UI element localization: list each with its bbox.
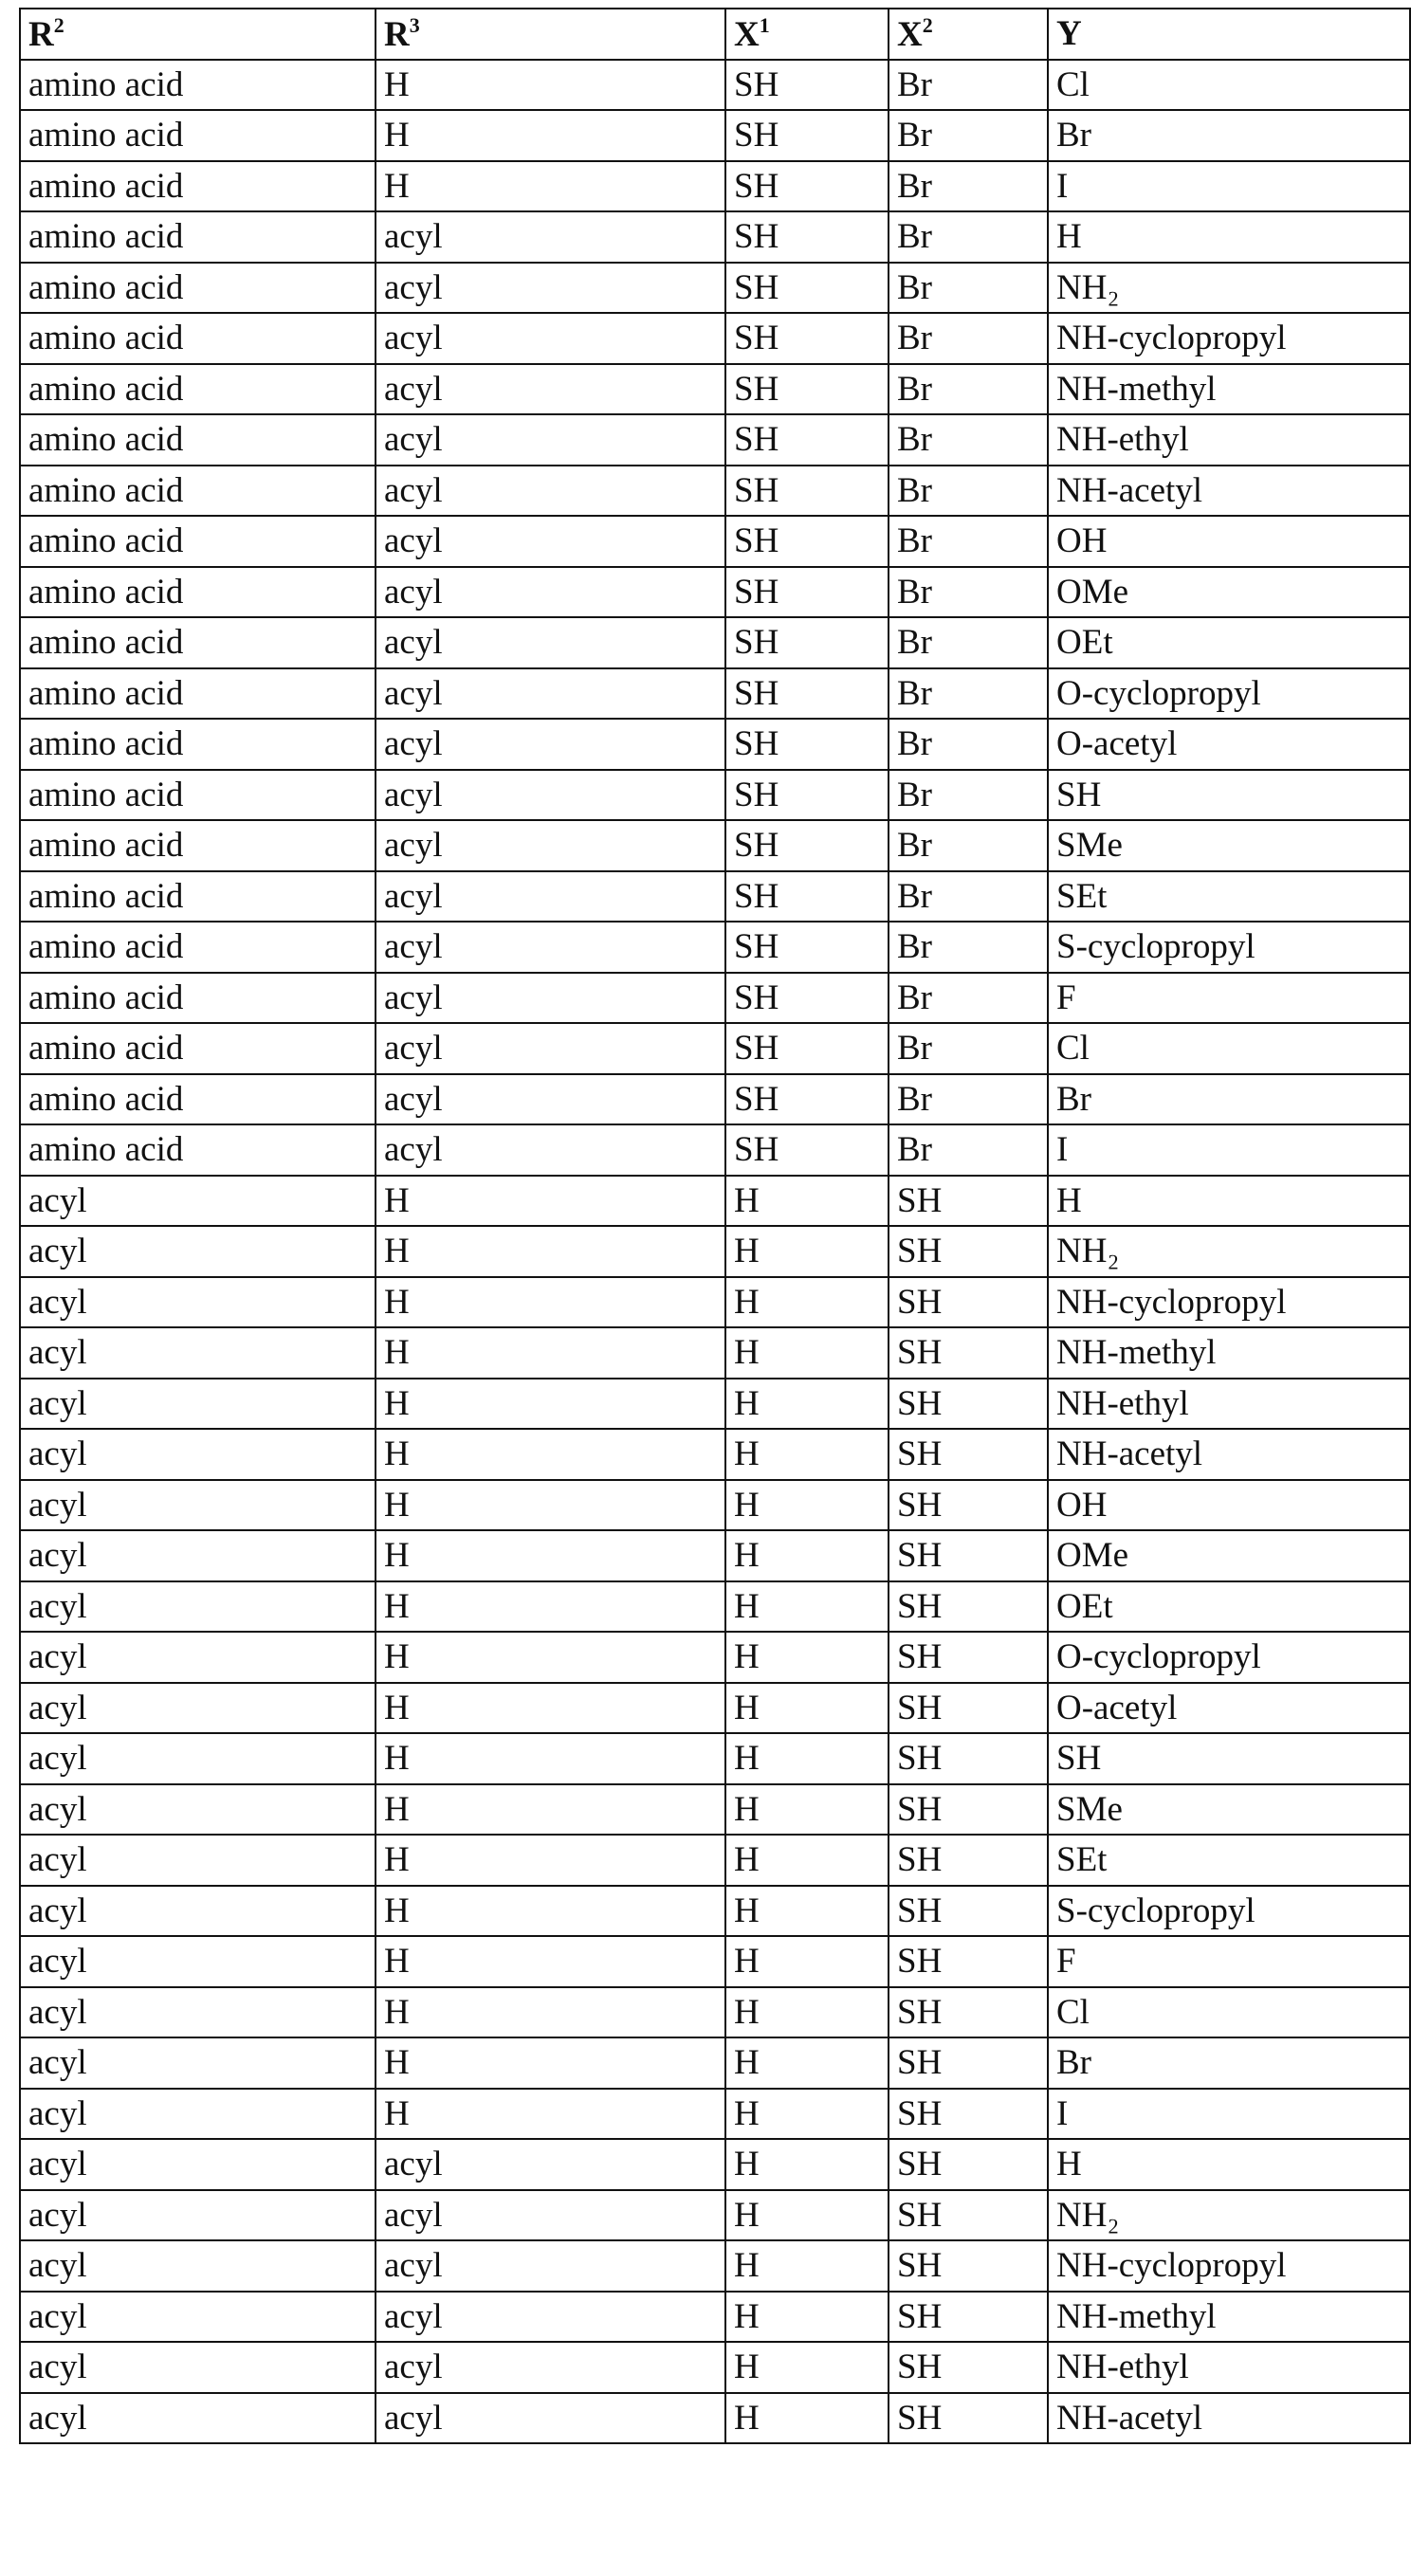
x1-cell: SH [725, 364, 889, 415]
table-row [20, 2240, 1410, 2292]
r3-cell: acyl [376, 2292, 725, 2343]
x2-cell: SH [889, 1226, 1048, 1277]
x2-cell: SH [889, 1886, 1048, 1937]
y-cell: Br [1048, 2037, 1410, 2089]
table-row [20, 973, 1410, 1024]
x2-cell: SH [889, 2139, 1048, 2190]
x1-cell: H [725, 1176, 889, 1227]
r3-cell: acyl [376, 211, 725, 263]
table-row [20, 770, 1410, 821]
table-row [20, 2342, 1410, 2393]
table-row [20, 1987, 1410, 2038]
r2-cell: acyl [20, 2393, 376, 2444]
x2-cell: Br [889, 466, 1048, 517]
table-row [20, 1733, 1410, 1784]
x2-cell: SH [889, 2190, 1048, 2241]
table-row [20, 820, 1410, 871]
header-x2 [889, 9, 1048, 60]
y-cell: OEt [1048, 617, 1410, 668]
table-row [20, 1936, 1410, 1987]
x2-cell: SH [889, 1683, 1048, 1734]
table-row [20, 313, 1410, 364]
table-row [20, 516, 1410, 567]
r3-cell: acyl [376, 313, 725, 364]
x1-cell: SH [725, 161, 889, 212]
table-row [20, 2292, 1410, 2343]
x1-cell: SH [725, 414, 889, 466]
y-cell: NH-methyl [1048, 364, 1410, 415]
x1-cell: SH [725, 1023, 889, 1074]
r2-cell: amino acid [20, 871, 376, 923]
y-cell: NH-cyclopropyl [1048, 313, 1410, 364]
r2-cell: acyl [20, 1886, 376, 1937]
y-cell: NH₂ [1048, 263, 1410, 314]
x2-cell: Br [889, 414, 1048, 466]
table-row [20, 1327, 1410, 1379]
y-cell: O-cyclopropyl [1048, 668, 1410, 720]
table-row [20, 2190, 1410, 2241]
header-base: R [384, 15, 410, 54]
table-row [20, 1023, 1410, 1074]
header-x1 [725, 9, 889, 60]
r2-cell: acyl [20, 1379, 376, 1430]
x1-cell: H [725, 1581, 889, 1633]
header-base: X [734, 15, 760, 54]
r2-cell: acyl [20, 1480, 376, 1531]
y-cell: O-acetyl [1048, 1683, 1410, 1734]
x2-cell: SH [889, 1327, 1048, 1379]
x2-cell: SH [889, 1530, 1048, 1581]
r2-cell: amino acid [20, 364, 376, 415]
x2-cell: Br [889, 973, 1048, 1024]
r3-cell: H [376, 2037, 725, 2089]
x1-cell: H [725, 2240, 889, 2292]
table-row [20, 1784, 1410, 1836]
r3-cell: H [376, 1480, 725, 1531]
header-r3 [376, 9, 725, 60]
x1-cell: H [725, 1784, 889, 1836]
header-base: R [28, 15, 54, 54]
y-cell: S-cyclopropyl [1048, 1886, 1410, 1937]
x2-cell: SH [889, 1835, 1048, 1886]
r2-cell: acyl [20, 2240, 376, 2292]
x1-cell: H [725, 1480, 889, 1531]
table-row [20, 567, 1410, 618]
table-row [20, 1176, 1410, 1227]
r3-cell: H [376, 1327, 725, 1379]
r3-cell: H [376, 1683, 725, 1734]
x1-cell: SH [725, 516, 889, 567]
r2-cell: amino acid [20, 1074, 376, 1125]
x2-cell: Br [889, 770, 1048, 821]
r2-cell: acyl [20, 1632, 376, 1683]
r3-cell: acyl [376, 466, 725, 517]
r2-cell: acyl [20, 2292, 376, 2343]
r3-cell: H [376, 2089, 725, 2140]
y-cell: SEt [1048, 1835, 1410, 1886]
x2-cell: SH [889, 2292, 1048, 2343]
table-row [20, 1480, 1410, 1531]
x1-cell: SH [725, 1124, 889, 1176]
r3-cell: H [376, 1886, 725, 1937]
r3-cell: acyl [376, 364, 725, 415]
r2-cell: amino acid [20, 922, 376, 973]
r2-cell: amino acid [20, 466, 376, 517]
x1-cell: H [725, 2190, 889, 2241]
r3-cell: H [376, 60, 725, 111]
y-cell: SEt [1048, 871, 1410, 923]
x2-cell: Br [889, 1124, 1048, 1176]
r3-cell: H [376, 1379, 725, 1430]
x2-cell: Br [889, 617, 1048, 668]
r2-cell: acyl [20, 1581, 376, 1633]
y-cell: SMe [1048, 820, 1410, 871]
x1-cell: H [725, 1632, 889, 1683]
header-base: Y [1056, 14, 1082, 53]
table-row [20, 871, 1410, 923]
table-row [20, 1683, 1410, 1734]
r2-cell: amino acid [20, 617, 376, 668]
x2-cell: SH [889, 1480, 1048, 1531]
table-row [20, 1074, 1410, 1125]
table-row [20, 1886, 1410, 1937]
y-cell: OMe [1048, 1530, 1410, 1581]
r2-cell: acyl [20, 1733, 376, 1784]
table-row [20, 1429, 1410, 1480]
table-row [20, 2089, 1410, 2140]
x2-cell: SH [889, 2240, 1048, 2292]
table-row [20, 466, 1410, 517]
x1-cell: SH [725, 871, 889, 923]
x1-cell: SH [725, 211, 889, 263]
r2-cell: acyl [20, 2342, 376, 2393]
y-cell: Cl [1048, 1987, 1410, 2038]
table-row [20, 1379, 1410, 1430]
r3-cell: H [376, 1733, 725, 1784]
x2-cell: Br [889, 820, 1048, 871]
x1-cell: H [725, 1987, 889, 2038]
r3-cell: acyl [376, 414, 725, 466]
y-cell: NH-acetyl [1048, 1429, 1410, 1480]
table-body [20, 60, 1410, 2444]
table-row [20, 414, 1410, 466]
y-cell: OH [1048, 516, 1410, 567]
y-cell: Cl [1048, 1023, 1410, 1074]
x1-cell: SH [725, 110, 889, 161]
r3-cell: acyl [376, 263, 725, 314]
r3-cell: acyl [376, 1074, 725, 1125]
r3-cell: acyl [376, 516, 725, 567]
table-row [20, 922, 1410, 973]
r3-cell: acyl [376, 668, 725, 720]
r3-cell: acyl [376, 2139, 725, 2190]
x2-cell: SH [889, 2037, 1048, 2089]
y-cell: NH₂ [1048, 2190, 1410, 2241]
table-row [20, 161, 1410, 212]
r3-cell: acyl [376, 2240, 725, 2292]
x1-cell: H [725, 1379, 889, 1430]
r3-cell: H [376, 1277, 725, 1328]
table-row [20, 617, 1410, 668]
r3-cell: H [376, 1632, 725, 1683]
x1-cell: SH [725, 820, 889, 871]
table-row [20, 1277, 1410, 1328]
x2-cell: SH [889, 1277, 1048, 1328]
x1-cell: SH [725, 263, 889, 314]
y-cell: OMe [1048, 567, 1410, 618]
table-row [20, 2393, 1410, 2444]
table-row [20, 1226, 1410, 1277]
r2-cell: amino acid [20, 567, 376, 618]
y-cell: NH-ethyl [1048, 1379, 1410, 1430]
r2-cell: amino acid [20, 110, 376, 161]
table-row [20, 1530, 1410, 1581]
r3-cell: acyl [376, 719, 725, 770]
table-row [20, 364, 1410, 415]
r3-cell: acyl [376, 820, 725, 871]
x2-cell: Br [889, 1074, 1048, 1125]
x2-cell: Br [889, 313, 1048, 364]
x1-cell: SH [725, 60, 889, 111]
header-sup: 2 [923, 13, 933, 37]
r3-cell: acyl [376, 617, 725, 668]
x2-cell: Br [889, 161, 1048, 212]
r2-cell: amino acid [20, 719, 376, 770]
r3-cell: acyl [376, 2393, 725, 2444]
y-cell: OH [1048, 1480, 1410, 1531]
r2-cell: acyl [20, 1835, 376, 1886]
x2-cell: Br [889, 922, 1048, 973]
x2-cell: Br [889, 60, 1048, 111]
x1-cell: H [725, 1835, 889, 1886]
r2-cell: amino acid [20, 668, 376, 720]
y-cell: I [1048, 161, 1410, 212]
r2-cell: acyl [20, 1530, 376, 1581]
x1-cell: H [725, 1886, 889, 1937]
y-cell: NH-methyl [1048, 2292, 1410, 2343]
x2-cell: SH [889, 1936, 1048, 1987]
x1-cell: H [725, 2342, 889, 2393]
x2-cell: Br [889, 263, 1048, 314]
r2-cell: acyl [20, 1987, 376, 2038]
y-cell: OEt [1048, 1581, 1410, 1633]
r3-cell: H [376, 161, 725, 212]
table-row [20, 263, 1410, 314]
r2-cell: amino acid [20, 973, 376, 1024]
r2-cell: acyl [20, 2089, 376, 2140]
table-row [20, 1835, 1410, 1886]
x2-cell: SH [889, 1784, 1048, 1836]
x1-cell: SH [725, 466, 889, 517]
table-row [20, 668, 1410, 720]
x2-cell: SH [889, 2393, 1048, 2444]
y-cell: I [1048, 2089, 1410, 2140]
r3-cell: H [376, 1581, 725, 1633]
x1-cell: SH [725, 313, 889, 364]
y-cell: NH-acetyl [1048, 2393, 1410, 2444]
table-row [20, 60, 1410, 111]
x2-cell: Br [889, 668, 1048, 720]
x1-cell: H [725, 1530, 889, 1581]
header-r2 [20, 9, 376, 60]
r3-cell: H [376, 1784, 725, 1836]
y-cell: Br [1048, 110, 1410, 161]
table-row [20, 2037, 1410, 2089]
x2-cell: Br [889, 516, 1048, 567]
r3-cell: acyl [376, 567, 725, 618]
y-cell: H [1048, 2139, 1410, 2190]
x2-cell: Br [889, 364, 1048, 415]
x2-cell: SH [889, 1581, 1048, 1633]
r2-cell: acyl [20, 2190, 376, 2241]
x2-cell: SH [889, 1987, 1048, 2038]
table-row [20, 719, 1410, 770]
x1-cell: H [725, 1327, 889, 1379]
x1-cell: H [725, 2393, 889, 2444]
x1-cell: H [725, 1226, 889, 1277]
r3-cell: acyl [376, 2190, 725, 2241]
r2-cell: amino acid [20, 1124, 376, 1176]
r2-cell: acyl [20, 1429, 376, 1480]
x2-cell: Br [889, 871, 1048, 923]
r3-cell: acyl [376, 922, 725, 973]
x2-cell: SH [889, 1632, 1048, 1683]
y-cell: S-cyclopropyl [1048, 922, 1410, 973]
r3-cell: H [376, 1835, 725, 1886]
header-sup: 3 [410, 13, 420, 37]
x1-cell: H [725, 1733, 889, 1784]
r2-cell: acyl [20, 1176, 376, 1227]
x2-cell: Br [889, 1023, 1048, 1074]
table-row [20, 2139, 1410, 2190]
y-cell: O-acetyl [1048, 719, 1410, 770]
r2-cell: amino acid [20, 211, 376, 263]
x1-cell: H [725, 1936, 889, 1987]
x1-cell: H [725, 1683, 889, 1734]
r3-cell: acyl [376, 973, 725, 1024]
r2-cell: acyl [20, 1226, 376, 1277]
x2-cell: Br [889, 567, 1048, 618]
r3-cell: acyl [376, 1124, 725, 1176]
x2-cell: Br [889, 719, 1048, 770]
y-cell: O-cyclopropyl [1048, 1632, 1410, 1683]
r2-cell: amino acid [20, 1023, 376, 1074]
r3-cell: H [376, 1226, 725, 1277]
y-cell: NH-acetyl [1048, 466, 1410, 517]
r3-cell: H [376, 1936, 725, 1987]
y-cell: H [1048, 1176, 1410, 1227]
r2-cell: amino acid [20, 770, 376, 821]
x1-cell: H [725, 2037, 889, 2089]
x2-cell: SH [889, 2089, 1048, 2140]
r2-cell: amino acid [20, 60, 376, 111]
r2-cell: acyl [20, 2037, 376, 2089]
x2-cell: Br [889, 110, 1048, 161]
r2-cell: amino acid [20, 414, 376, 466]
y-cell: I [1048, 1124, 1410, 1176]
r2-cell: acyl [20, 1327, 376, 1379]
table-row [20, 1632, 1410, 1683]
x2-cell: Br [889, 211, 1048, 263]
x1-cell: H [725, 1429, 889, 1480]
y-cell: Cl [1048, 60, 1410, 111]
x1-cell: H [725, 2292, 889, 2343]
r2-cell: amino acid [20, 161, 376, 212]
r2-cell: amino acid [20, 820, 376, 871]
r2-cell: acyl [20, 1784, 376, 1836]
r2-cell: amino acid [20, 313, 376, 364]
y-cell: Br [1048, 1074, 1410, 1125]
x1-cell: H [725, 1277, 889, 1328]
y-cell: SH [1048, 770, 1410, 821]
r2-cell: acyl [20, 1683, 376, 1734]
y-cell: NH-methyl [1048, 1327, 1410, 1379]
r2-cell: acyl [20, 2139, 376, 2190]
y-cell: NH-cyclopropyl [1048, 2240, 1410, 2292]
x1-cell: H [725, 2089, 889, 2140]
x1-cell: SH [725, 668, 889, 720]
header-base: X [897, 15, 923, 54]
x2-cell: SH [889, 2342, 1048, 2393]
table-row [20, 110, 1410, 161]
r2-cell: amino acid [20, 263, 376, 314]
x1-cell: SH [725, 719, 889, 770]
x2-cell: SH [889, 1429, 1048, 1480]
x1-cell: H [725, 2139, 889, 2190]
x2-cell: SH [889, 1733, 1048, 1784]
table-row [20, 211, 1410, 263]
substituent-table [19, 8, 1411, 2444]
x2-cell: SH [889, 1379, 1048, 1430]
y-cell: NH-ethyl [1048, 2342, 1410, 2393]
r3-cell: acyl [376, 2342, 725, 2393]
r3-cell: acyl [376, 770, 725, 821]
x1-cell: SH [725, 567, 889, 618]
r3-cell: acyl [376, 871, 725, 923]
y-cell: NH-ethyl [1048, 414, 1410, 466]
r3-cell: H [376, 1530, 725, 1581]
x1-cell: SH [725, 1074, 889, 1125]
r3-cell: H [376, 1429, 725, 1480]
table-row [20, 1581, 1410, 1633]
y-cell: F [1048, 1936, 1410, 1987]
r3-cell: acyl [376, 1023, 725, 1074]
header-sup: 1 [760, 13, 770, 37]
r2-cell: acyl [20, 1936, 376, 1987]
header-sup: 2 [54, 13, 64, 37]
x1-cell: SH [725, 922, 889, 973]
r3-cell: H [376, 1176, 725, 1227]
r3-cell: H [376, 110, 725, 161]
table-row [20, 1124, 1410, 1176]
y-cell: SMe [1048, 1784, 1410, 1836]
header-row [20, 9, 1410, 60]
r2-cell: amino acid [20, 516, 376, 567]
x1-cell: SH [725, 770, 889, 821]
y-cell: NH₂ [1048, 1226, 1410, 1277]
x1-cell: SH [725, 617, 889, 668]
x1-cell: SH [725, 973, 889, 1024]
y-cell: NH-cyclopropyl [1048, 1277, 1410, 1328]
y-cell: F [1048, 973, 1410, 1024]
r2-cell: acyl [20, 1277, 376, 1328]
x2-cell: SH [889, 1176, 1048, 1227]
y-cell: SH [1048, 1733, 1410, 1784]
header-y [1048, 9, 1410, 60]
r3-cell: H [376, 1987, 725, 2038]
y-cell: H [1048, 211, 1410, 263]
